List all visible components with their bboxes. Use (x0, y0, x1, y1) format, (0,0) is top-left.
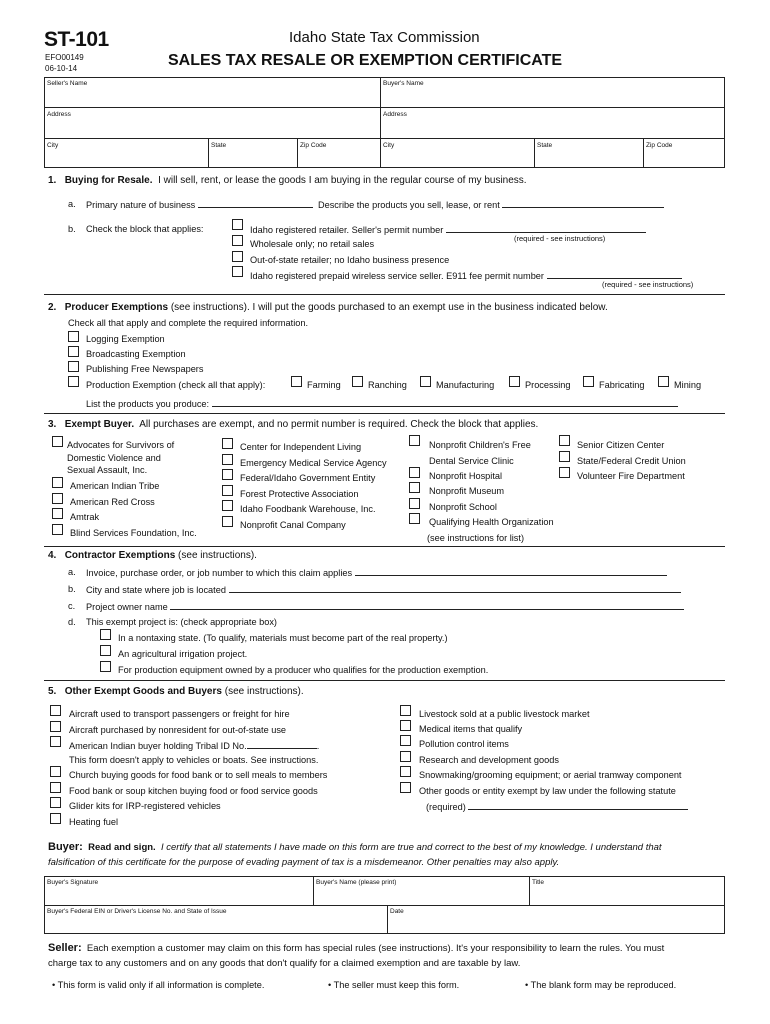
other-goods-label: Other goods or entity exempt by law under the following statute (419, 786, 676, 796)
buyer-print-name-field[interactable]: Buyer's Name (please print) (316, 879, 397, 886)
footer-note-keep: • The seller must keep this form. (328, 980, 460, 990)
checkbox-nonprofit-hospital[interactable] (409, 467, 420, 478)
glider-kits-label: Glider kits for IRP-registered vehicles (69, 801, 221, 811)
s2-check-text: Check all that apply and complete the required information. (68, 318, 309, 328)
form-number: ST-101 (44, 28, 109, 51)
statute-input[interactable] (468, 801, 688, 810)
checkbox-fabricating[interactable] (583, 376, 594, 387)
checkbox-processing[interactable] (509, 376, 520, 387)
buyer-certify-line1: Buyer: Read and sign. I certify that all statements I have made on this form are true and correct to the best of my knowledge. I understand that (48, 841, 662, 853)
form-title: SALES TAX RESALE OR EXEMPTION CERTIFICATE (168, 52, 563, 69)
checkbox-tribal-id[interactable] (50, 736, 61, 747)
job-number-input[interactable] (355, 567, 667, 576)
buyer-ein-field[interactable]: Buyer's Federal EIN or Driver's License No. and State of Issue (47, 908, 227, 915)
checkbox-volunteer-fire[interactable] (559, 467, 570, 478)
e911-permit-input[interactable] (547, 270, 682, 279)
checkbox-idaho-retailer[interactable] (232, 219, 243, 230)
nontaxing-state-label: In a nontaxing state. (To qualify, materials must become part of the real property.) (118, 633, 448, 643)
checkbox-wholesale[interactable] (232, 235, 243, 246)
s4-d-text: This exempt project is: (check appropriate box) (86, 617, 277, 627)
childrens-dental-line1: Nonprofit Children's Free (429, 440, 531, 450)
health-org-note: (see instructions for list) (427, 533, 525, 543)
checkbox-production[interactable] (68, 376, 79, 387)
tribal-id-label: American Indian buyer holding Tribal ID No. . (69, 741, 320, 751)
checkbox-manufacturing[interactable] (420, 376, 431, 387)
farming-label: Farming (307, 380, 341, 390)
checkbox-soup-kitchen[interactable] (50, 782, 61, 793)
checkbox-american-indian-tribe[interactable] (52, 477, 63, 488)
section-2-heading: 2. Producer Exemptions (see instructions). I will put the goods purchased to an exempt use in the business indicated below. (48, 302, 608, 313)
advocates-line1: Advocates for Survivors of (67, 440, 175, 450)
checkbox-production-equipment[interactable] (100, 661, 111, 672)
checkbox-forest-protective[interactable] (222, 485, 233, 496)
nonprofit-school-label: Nonprofit School (429, 502, 497, 512)
american-indian-tribe-label: American Indian Tribe (70, 481, 160, 491)
buyer-certify-line2: falsification of this certificate for the purpose of evading payment of tax is a misdemeanor. Other penalties may also apply. (48, 857, 560, 868)
checkbox-church-foodbank[interactable] (50, 766, 61, 777)
agency-name: Idaho State Tax Commission (289, 29, 480, 46)
mining-label: Mining (674, 380, 702, 390)
blind-services-label: Blind Services Foundation, Inc. (70, 528, 197, 538)
foodbank-warehouse-label: Idaho Foodbank Warehouse, Inc. (240, 504, 376, 514)
buyer-city-field[interactable]: City (383, 142, 395, 149)
checkbox-nontaxing-state[interactable] (100, 629, 111, 640)
research-label: Research and development goods (419, 755, 559, 765)
s4-b-text: City and state where job is located (86, 584, 681, 595)
tribal-id-input[interactable] (247, 740, 317, 749)
pollution-control-label: Pollution control items (419, 739, 509, 749)
s4-d-label: d. (68, 617, 76, 627)
seller-name-field[interactable]: Seller's Name (47, 80, 88, 87)
date-field[interactable]: Date (390, 908, 404, 915)
job-location-input[interactable] (229, 584, 681, 593)
checkbox-foodbank-warehouse[interactable] (222, 500, 233, 511)
footer-note-reproduce: • The blank form may be reproduced. (525, 980, 677, 990)
checkbox-heating-fuel[interactable] (50, 813, 61, 824)
manufacturing-label: Manufacturing (436, 380, 495, 390)
checkbox-broadcasting[interactable] (68, 346, 79, 357)
processing-label: Processing (525, 380, 571, 390)
checkbox-medical-items[interactable] (400, 720, 411, 731)
s4-c-text: Project owner name (86, 601, 684, 612)
government-entity-label: Federal/Idaho Government Entity (240, 473, 376, 483)
s1-a-text: Primary nature of business Describe the products you sell, lease, or rent (86, 199, 664, 210)
canal-company-label: Nonprofit Canal Company (240, 520, 346, 530)
s1-b-label: b. (68, 224, 76, 234)
buyer-address-field[interactable]: Address (383, 111, 407, 118)
footer-note-valid: • This form is valid only if all information is complete. (52, 980, 265, 990)
opt-idaho-retailer: Idaho registered retailer. Seller's permit number (250, 224, 646, 235)
credit-union-label: State/Federal Credit Union (577, 456, 686, 466)
irrigation-label: An agricultural irrigation project. (118, 649, 248, 659)
production-equipment-label: For production equipment owned by a producer who qualifies for the production exemption. (118, 665, 489, 675)
checkbox-livestock[interactable] (400, 705, 411, 716)
checkbox-newspapers[interactable] (68, 361, 79, 372)
newspapers-label: Publishing Free Newspapers (86, 364, 204, 374)
checkbox-blind-services[interactable] (52, 524, 63, 535)
advocates-line3: Sexual Assault, Inc. (67, 465, 148, 475)
amtrak-label: Amtrak (70, 512, 100, 522)
section-4-heading: 4. Contractor Exemptions (see instructions). (48, 550, 257, 561)
s1-a-label: a. (68, 199, 76, 209)
aircraft-nonresident-label: Aircraft purchased by nonresident for out-of-state use (69, 725, 287, 735)
checkbox-government-entity[interactable] (222, 469, 233, 480)
buyer-name-field[interactable]: Buyer's Name (383, 80, 424, 87)
snowmaking-label: Snowmaking/grooming equipment; or aerial tramway component (419, 770, 682, 780)
checkbox-independent-living[interactable] (222, 438, 233, 449)
products-produced-input[interactable] (212, 398, 678, 407)
opt-out-of-state: Out-of-state retailer; no Idaho business presence (250, 255, 450, 265)
s4-c-label: c. (68, 601, 76, 611)
seller-note-line1: Seller: Each exemption a customer may claim on this form has special rules (see instructions). It's your responsibility to learn the rules. You must (48, 942, 665, 954)
childrens-dental-line2: Dental Service Clinic (429, 456, 514, 466)
checkbox-ems-agency[interactable] (222, 454, 233, 465)
seller-state-field[interactable]: State (211, 142, 227, 149)
checkbox-health-organization[interactable] (409, 513, 420, 524)
checkbox-amtrak[interactable] (52, 508, 63, 519)
checkbox-canal-company[interactable] (222, 516, 233, 527)
project-owner-input[interactable] (170, 601, 684, 610)
checkbox-mining[interactable] (658, 376, 669, 387)
checkbox-red-cross[interactable] (52, 493, 63, 504)
checkbox-aircraft-nonresident[interactable] (50, 721, 61, 732)
checkbox-pollution-control[interactable] (400, 735, 411, 746)
section-5-heading: 5. Other Exempt Goods and Buyers (see instructions). (48, 686, 304, 697)
checkbox-aircraft-hire[interactable] (50, 705, 61, 716)
checkbox-logging[interactable] (68, 331, 79, 342)
nonprofit-museum-label: Nonprofit Museum (429, 486, 505, 496)
business-nature-input[interactable] (198, 199, 313, 208)
fabricating-label: Fabricating (599, 380, 645, 390)
form-code: EFO00149 (45, 53, 84, 62)
independent-living-label: Center for Independent Living (240, 442, 362, 452)
senior-center-label: Senior Citizen Center (577, 440, 665, 450)
s4-b-label: b. (68, 584, 76, 594)
list-products: List the products you produce: (86, 398, 678, 409)
products-input[interactable] (502, 199, 664, 208)
ranching-label: Ranching (368, 380, 407, 390)
party-info-box (44, 77, 725, 168)
church-foodbank-label: Church buying goods for food bank or to sell meals to members (69, 770, 328, 780)
seller-note-line2: charge tax to any customers and on any goods that don't qualify for a claimed exemption and are taxable by law. (48, 958, 521, 969)
seller-city-field[interactable]: City (47, 142, 59, 149)
checkbox-irrigation[interactable] (100, 645, 111, 656)
checkbox-ranching[interactable] (352, 376, 363, 387)
logging-label: Logging Exemption (86, 334, 165, 344)
medical-items-label: Medical items that qualify (419, 724, 523, 734)
checkbox-farming[interactable] (291, 376, 302, 387)
opt4-note: (required - see instructions) (602, 280, 694, 289)
opt-wholesale: Wholesale only; no retail sales (250, 239, 375, 249)
buyer-title-field[interactable]: Title (532, 879, 545, 886)
forest-protective-label: Forest Protective Association (240, 489, 359, 499)
health-organization-label: Qualifying Health Organization (429, 517, 554, 527)
checkbox-research[interactable] (400, 751, 411, 762)
checkbox-childrens-dental[interactable] (409, 435, 420, 446)
s1-b-text: Check the block that applies: (86, 224, 204, 234)
statute-line: (required) (426, 801, 688, 812)
broadcasting-label: Broadcasting Exemption (86, 349, 186, 359)
heating-fuel-label: Heating fuel (69, 817, 119, 827)
checkbox-credit-union[interactable] (559, 451, 570, 462)
section-3-heading: 3. Exempt Buyer. All purchases are exempt, and no permit number is required. Check the block that applies. (48, 419, 539, 430)
seller-permit-input[interactable] (446, 224, 646, 233)
s4-a-label: a. (68, 567, 76, 577)
checkbox-glider-kits[interactable] (50, 797, 61, 808)
checkbox-advocates[interactable] (52, 436, 63, 447)
seller-zip-field[interactable]: Zip Code (300, 142, 327, 149)
seller-address-field[interactable]: Address (47, 111, 71, 118)
livestock-label: Livestock sold at a public livestock market (419, 709, 590, 719)
buyer-state-field[interactable]: State (537, 142, 553, 149)
form-date: 06-10-14 (45, 64, 78, 73)
red-cross-label: American Red Cross (70, 497, 155, 507)
ems-agency-label: Emergency Medical Service Agency (240, 458, 387, 468)
checkbox-out-of-state[interactable] (232, 251, 243, 262)
volunteer-fire-label: Volunteer Fire Department (577, 471, 685, 481)
checkbox-snowmaking[interactable] (400, 766, 411, 777)
opt-prepaid-wireless: Idaho registered prepaid wireless service seller. E911 fee permit number (250, 270, 682, 281)
checkbox-senior-center[interactable] (559, 435, 570, 446)
opt1-note: (required - see instructions) (514, 234, 606, 243)
nonprofit-hospital-label: Nonprofit Hospital (429, 471, 503, 481)
tribal-id-note: This form doesn't apply to vehicles or boats. See instructions. (69, 755, 319, 765)
advocates-line2: Domestic Violence and (67, 453, 161, 463)
section-1-heading: 1. Buying for Resale. I will sell, rent, or lease the goods I am buying in the regular course of my business. (48, 175, 527, 186)
checkbox-prepaid-wireless[interactable] (232, 266, 243, 277)
production-label: Production Exemption (check all that apply): (86, 380, 266, 390)
s4-a-text: Invoice, purchase order, or job number to which this claim applies (86, 567, 667, 578)
checkbox-nonprofit-museum[interactable] (409, 482, 420, 493)
buyer-zip-field[interactable]: Zip Code (646, 142, 673, 149)
aircraft-hire-label: Aircraft used to transport passengers or freight for hire (69, 709, 290, 719)
buyer-signature-field[interactable]: Buyer's Signature (47, 879, 99, 886)
soup-kitchen-label: Food bank or soup kitchen buying food or food service goods (69, 786, 318, 796)
checkbox-other-goods[interactable] (400, 782, 411, 793)
checkbox-nonprofit-school[interactable] (409, 498, 420, 509)
